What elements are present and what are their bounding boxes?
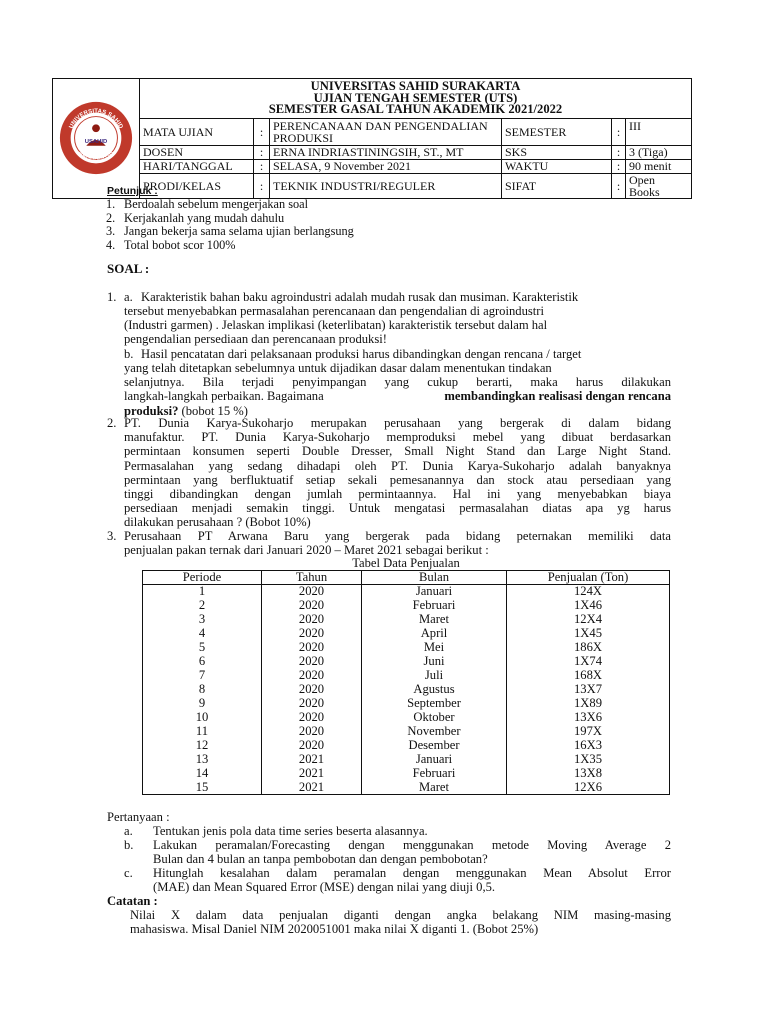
university-name: UNIVERSITAS SAHID SURAKARTA	[310, 79, 521, 93]
cell-bulan: Februari	[362, 599, 507, 613]
text-bold: membandingkan realisasi dengan rencana	[444, 389, 671, 404]
cell-penjualan: 12X6	[507, 781, 670, 795]
cell-bulan: Maret	[362, 781, 507, 795]
cell-periode: 1	[143, 585, 262, 599]
sales-table	[142, 570, 670, 795]
cell-penjualan: 1X46	[507, 599, 670, 613]
col-tahun: Tahun	[262, 571, 362, 585]
cell-tahun: 2020	[262, 683, 362, 697]
cell-penjualan: 1X89	[507, 697, 670, 711]
text-line: Tentukan jenis pola data time series beserta alasannya.	[153, 824, 428, 838]
header-row	[53, 159, 692, 173]
cell-bulan: April	[362, 627, 507, 641]
cell-bulan: Juli	[362, 669, 507, 683]
table-row	[143, 683, 670, 697]
label-mata-ujian: MATA UJIAN	[140, 118, 254, 145]
cell-bulan: Desember	[362, 739, 507, 753]
q1a-label: a.	[124, 290, 133, 304]
cell-penjualan: 13X8	[507, 767, 670, 781]
table-row	[143, 613, 670, 627]
qb-label: b.	[124, 838, 134, 852]
sales-table-caption: Tabel Data Penjualan	[352, 556, 460, 570]
value-sifat: Open Books	[626, 173, 692, 198]
colon: :	[254, 173, 270, 198]
cell-periode: 12	[143, 739, 262, 753]
value-prodi-kelas: TEKNIK INDUSTRI/REGULER	[270, 173, 502, 198]
cell-tahun: 2021	[262, 753, 362, 767]
table-row	[143, 669, 670, 683]
cell-periode: 5	[143, 641, 262, 655]
cell-periode: 15	[143, 781, 262, 795]
value-semester: III	[626, 118, 692, 145]
table-row	[143, 627, 670, 641]
cell-tahun: 2020	[262, 669, 362, 683]
cell-penjualan: 186X	[507, 641, 670, 655]
university-seal	[57, 99, 135, 177]
weight-text: (bobot 15 %)	[181, 403, 248, 418]
item-number: 3.	[106, 224, 116, 239]
item-text: Total bobot scor 100%	[124, 237, 236, 252]
cell-periode: 13	[143, 753, 262, 767]
cell-bulan: Maret	[362, 613, 507, 627]
q2-text	[124, 416, 671, 530]
table-row	[143, 711, 670, 725]
logo-bottom-text: SURAKARTA	[77, 149, 115, 162]
cell-penjualan: 197X	[507, 725, 670, 739]
table-row	[143, 641, 670, 655]
cell-bulan: November	[362, 725, 507, 739]
catatan-text	[130, 908, 671, 936]
cell-penjualan: 124X	[507, 585, 670, 599]
header-row	[53, 118, 692, 145]
table-header-row	[143, 571, 670, 585]
text-line: pengendalian persediaan dan perencanaan produksi!	[124, 332, 387, 347]
label-waktu: WAKTU	[502, 159, 612, 173]
q1a-text	[141, 290, 671, 304]
table-row	[143, 655, 670, 669]
item-number: 1.	[106, 197, 116, 211]
soal-title: SOAL :	[107, 261, 150, 276]
cell-bulan: Juni	[362, 655, 507, 669]
colon: :	[612, 159, 626, 173]
cell-tahun: 2020	[262, 613, 362, 627]
cell-periode: 4	[143, 627, 262, 641]
cell-tahun: 2020	[262, 655, 362, 669]
cell-penjualan: 168X	[507, 669, 670, 683]
cell-tahun: 2020	[262, 599, 362, 613]
cell-penjualan: 13X6	[507, 711, 670, 725]
cell-penjualan: 1X35	[507, 753, 670, 767]
text-line: persediaan menjadi semakin tinggi. Untuk mengatasi permasalahan diatas apa yg harus	[124, 501, 671, 516]
cell-tahun: 2020	[262, 627, 362, 641]
cell-bulan: September	[362, 697, 507, 711]
text-line: Karakteristik bahan baku agroindustri adalah mudah rusak dan musiman. Karakteristik	[141, 290, 579, 304]
q1b-label: b.	[124, 347, 134, 361]
colon: :	[254, 145, 270, 159]
text-line: Bulan dan 4 bulan an tanpa pembobotan dan dengan pembobotan?	[153, 852, 488, 867]
sales-table-body	[143, 585, 670, 795]
cell-penjualan: 1X74	[507, 655, 670, 669]
table-row	[143, 599, 670, 613]
text-line: PT. Dunia Karya-Sukoharjo merupakan perusahaan yang bergerak di dalam bidang	[124, 416, 671, 430]
colon: :	[612, 145, 626, 159]
text-line: Permasalahan yang sedang dihadapi oleh PT. Dunia Karya-Sukoharjo adalah banyaknya	[124, 458, 671, 473]
cell-tahun: 2020	[262, 641, 362, 655]
table-row	[143, 697, 670, 711]
cell-periode: 2	[143, 599, 262, 613]
cell-penjualan: 13X7	[507, 683, 670, 697]
cell-bulan: Januari	[362, 585, 507, 599]
list-item	[106, 239, 354, 253]
text-line: dilakukan perusahaan ? (Bobot 10%)	[124, 515, 311, 530]
header-row	[53, 145, 692, 159]
cell-periode: 6	[143, 655, 262, 669]
cell-bulan: Januari	[362, 753, 507, 767]
cell-periode: 10	[143, 711, 262, 725]
qa-label: a.	[124, 824, 133, 838]
text-line: Lakukan peramalan/Forecasting dengan menggunakan metode Moving Average 2	[153, 838, 671, 852]
label-sifat: SIFAT	[502, 173, 612, 198]
item-number: 4.	[106, 237, 116, 252]
colon: :	[612, 118, 626, 145]
catatan-label: Catatan :	[107, 894, 158, 908]
cell-penjualan: 16X3	[507, 739, 670, 753]
cell-tahun: 2021	[262, 781, 362, 795]
text-bold: produksi?	[124, 403, 179, 418]
value-hari-tanggal: SELASA, 9 November 2021	[270, 159, 502, 173]
text-line: manufaktur. PT. Dunia Karya-Sukoharjo memproduksi mebel yang dibuat berdasarkan	[124, 430, 671, 445]
instructions	[107, 185, 355, 252]
item-text: Berdoalah sebelum mengerjakan soal	[124, 197, 309, 211]
text-line: (MAE) dan Mean Squared Error (MSE) dengan nilai yang diuji 0,5.	[153, 880, 496, 895]
q1b-cont	[124, 361, 671, 418]
qc-text	[153, 866, 671, 894]
table-row	[143, 781, 670, 795]
cell-periode: 11	[143, 725, 262, 739]
cell-periode: 14	[143, 767, 262, 781]
pertanyaan-label: Pertanyaan :	[107, 810, 170, 824]
value-waktu: 90 menit	[626, 159, 692, 173]
cell-periode: 8	[143, 683, 262, 697]
cell-penjualan: 12X4	[507, 613, 670, 627]
cell-periode: 7	[143, 669, 262, 683]
col-periode: Periode	[143, 571, 262, 585]
cell-bulan: Agustus	[362, 683, 507, 697]
table-row	[143, 585, 670, 599]
text-line: Perusahaan PT Arwana Baru yang bergerak pada bidang peternakan memiliki data	[124, 529, 671, 543]
text-line: tersebut menyebabkan permasalahan perencanaan dan pengendalian di agroindustri	[124, 304, 544, 318]
exam-header	[52, 78, 692, 199]
cell-periode: 9	[143, 697, 262, 711]
logo-cell	[53, 79, 140, 199]
item-text: Kerjakanlah yang mudah dahulu	[124, 210, 285, 225]
label-semester: SEMESTER	[502, 118, 612, 145]
text-line: Hasil pencatatan dari pelaksanaan produksi harus dibandingkan dengan rencana / target	[141, 347, 582, 361]
list-item	[106, 225, 354, 239]
cell-tahun: 2020	[262, 585, 362, 599]
qa-text	[153, 824, 671, 838]
qb-text	[153, 838, 671, 866]
text-line: selanjutnya. Bila terjadi penyimpangan yang cukup berarti, maka harus dilakukan	[124, 375, 671, 390]
cell-tahun: 2020	[262, 697, 362, 711]
label-prodi-kelas: PRODI/KELAS	[140, 173, 254, 198]
text-line: (Industri garmen) . Jelaskan implikasi (keterlibatan) karakteristik tersebut dalam hal	[124, 318, 548, 333]
text-span: langkah-langkah perbaikan. Bagaimana	[124, 389, 324, 404]
text-line: yang telah ditetapkan sebelumnya untuk dijadikan dasar dalam menentukan tindakan	[124, 361, 552, 375]
exam-name: UJIAN TENGAH SEMESTER (UTS)	[313, 90, 518, 105]
cell-bulan: Februari	[362, 767, 507, 781]
col-bulan: Bulan	[362, 571, 507, 585]
value-mata-ujian: PERENCANAAN DAN PENGENDALIAN PRODUKSI	[270, 118, 502, 145]
cell-bulan: Oktober	[362, 711, 507, 725]
text-line: Nilai X dalam data penjualan diganti dengan angka belakang NIM masing-masing	[130, 908, 671, 922]
text-line: Hitunglah kesalahan dalam peramalan dengan menggunakan Mean Absolut Error	[153, 866, 671, 880]
cell-tahun: 2020	[262, 739, 362, 753]
table-row	[143, 753, 670, 767]
label-hari-tanggal: HARI/TANGGAL	[140, 159, 254, 173]
colon: :	[254, 159, 270, 173]
cell-periode: 3	[143, 613, 262, 627]
cell-tahun: 2020	[262, 725, 362, 739]
item-number: 2.	[106, 210, 116, 225]
cell-bulan: Mei	[362, 641, 507, 655]
logo-top-text: UNIVERSITAS SAHID	[68, 109, 124, 131]
text-line: tinggi dibandingkan dengan jumlah permintaannya. Hal ini yang menyebabkan biaya	[124, 487, 671, 502]
semester-year: SEMESTER GASAL TAHUN AKADEMIK 2021/2022	[268, 102, 563, 117]
text-line: permintaan konsumen seperti Double Dresser, Small Night Stand dan Large Night Stand.	[124, 444, 671, 459]
list-item	[106, 198, 354, 212]
q1-number: 1.	[107, 290, 117, 304]
header-title	[140, 79, 692, 119]
cell-penjualan: 1X45	[507, 627, 670, 641]
logo-mid-text: USAHID	[84, 139, 108, 146]
q3-text	[124, 529, 671, 557]
table-row	[143, 725, 670, 739]
colon: :	[612, 173, 626, 198]
label-dosen: DOSEN	[140, 145, 254, 159]
table-row	[143, 767, 670, 781]
label-sks: SKS	[502, 145, 612, 159]
q2-number: 2.	[107, 416, 117, 430]
table-row	[143, 739, 670, 753]
value-dosen: ERNA INDRIASTININGSIH, ST., MT	[270, 145, 502, 159]
q1a-cont	[124, 304, 671, 347]
instructions-label: Petunjuk :	[107, 185, 158, 197]
col-penjualan: Penjualan (Ton)	[507, 571, 670, 585]
cell-tahun: 2021	[262, 767, 362, 781]
text-line: mahasiswa. Misal Daniel NIM 2020051001 maka nilai X diganti 1. (Bobot 25%)	[130, 922, 539, 937]
item-text: Jangan bekerja sama selama ujian berlangsung	[124, 224, 354, 239]
q1b-text	[141, 347, 671, 361]
list-item	[106, 212, 354, 226]
cell-tahun: 2020	[262, 711, 362, 725]
value-sks: 3 (Tiga)	[626, 145, 692, 159]
text-line	[124, 389, 671, 403]
qc-label: c.	[124, 866, 133, 880]
q3-number: 3.	[107, 529, 117, 543]
colon: :	[254, 118, 270, 145]
text-line: penjualan pakan ternak dari Januari 2020 – Maret 2021 sebagai berikut :	[124, 543, 489, 558]
text-line: permintaan yang berfluktuatif setiap sekali pemesanannya dan stock atau persediaan yang	[124, 472, 671, 487]
